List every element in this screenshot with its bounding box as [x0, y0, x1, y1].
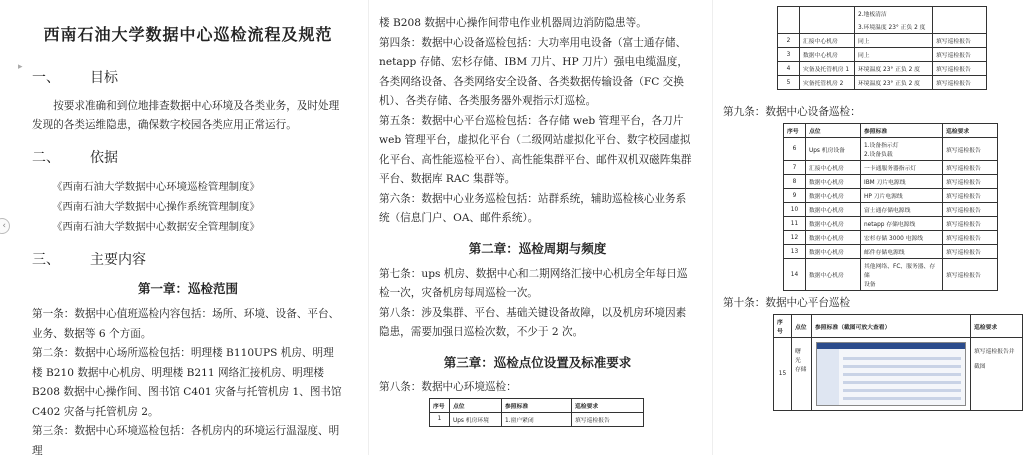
article-2: 第二条：数据中心场所巡检包括：明理楼 B110UPS 机房、明理楼 B210 数据中心机房、明理楼 B211 网络汇接机房、明理楼 B208 数据中心操作间、图书馆 C401 灾备与托管机房 1、图书馆 C402 灾备与托管机房 2。 [32, 347, 342, 418]
table-cell: 1 [430, 412, 450, 426]
article-5: 第五条：数据中心平台巡检包括：各存储 web 管理平台，各刀片 web 管理平台，虚拟化平台（二级网站虚拟化平台、数字校园虚拟化平台、高性能巡检平台）、高性能集群平台、邮件双机双磁阵集群平台、数据库 RAC 集群等。 [379, 114, 692, 185]
table-cell: 8 [784, 175, 806, 189]
table-cell: 10 [784, 203, 806, 217]
table-row [784, 245, 998, 259]
table-cell: 填写巡检报告 [943, 217, 998, 231]
table-cell: 汇接中心机房 [806, 161, 861, 175]
table-cell: 同上 [855, 34, 933, 48]
table-row [778, 48, 987, 62]
section-number: 一、 [32, 70, 60, 86]
article-8: 第八条：涉及集群、平台、基础关键设备故障，以及机房环境因素隐患，需要加强日巡检次数，不少于 2 次。 [379, 306, 687, 338]
table-cell: 数据中心机房 [800, 48, 855, 62]
section-content-heading [32, 249, 344, 269]
table-9-title: 第九条：数据中心设备巡检： [723, 106, 861, 118]
chapter-3-heading: 第三章：巡检点位设置及标准要求 [443, 354, 632, 370]
storage-platform-screenshot[interactable] [816, 342, 966, 406]
environment-table-continued [777, 6, 987, 90]
table-cell: 宏杉存储 3000 电源线 [861, 231, 943, 245]
table-cell [971, 338, 1023, 411]
screenshot-row [843, 397, 961, 400]
table-cell: 4 [778, 62, 800, 76]
table-cell: 15 [774, 338, 792, 411]
table-cell: 2 [778, 34, 800, 48]
table-cell: 数据中心机房 [806, 217, 861, 231]
table-header-cell: 序号 [430, 398, 450, 412]
table-cell: 同上 [855, 48, 933, 62]
cell-line: 填写巡检报告并 [974, 349, 1015, 355]
screenshot-sidebar [817, 349, 839, 405]
table-cell: 邮件存储电源线 [861, 245, 943, 259]
cell-line: 1.设备指示灯 [864, 143, 899, 149]
table-cell: 填写巡检报告 [933, 34, 987, 48]
table-cell: 填写巡检报告 [943, 161, 998, 175]
table-cell: 填写巡检报告 [943, 138, 998, 161]
table-10-title: 第十条：数据中心平台巡检 [723, 297, 851, 309]
table-header-cell: 参照标准（截图可放大查看） [812, 315, 971, 338]
screenshot-row [843, 381, 961, 384]
page-left [0, 0, 362, 455]
table-cell: 一卡通服务器指示灯 [861, 161, 943, 175]
reference-item: 《西南石油大学数据中心操作系统管理制度》 [52, 201, 260, 213]
table-row [784, 161, 998, 175]
table-cell: 6 [784, 138, 806, 161]
article-7: 第七条：ups 机房、数据中心和二期网络汇接中心机房全年每日巡检一次，灾备机房每周巡检一次。 [379, 267, 688, 299]
section-name: 目标 [90, 70, 118, 86]
cell-line: 其他网络、FC、服务器、存储 [864, 264, 936, 279]
table-cell [861, 138, 943, 161]
equipment-inspection-table [783, 123, 998, 291]
table-cell: Ups 机房环境 [450, 412, 502, 426]
table-cell [861, 259, 943, 291]
cell-line: 截图 [974, 364, 986, 370]
page-right [712, 0, 1024, 455]
table-cell: 填写巡检报告 [943, 245, 998, 259]
table-header-cell: 点位 [792, 315, 812, 338]
cell-line: 存储 [795, 367, 807, 373]
screenshot-row [843, 373, 961, 376]
environment-inspection-table [429, 398, 644, 427]
goal-paragraph: 按要求准确和到位地排查数据中心环境及各类业务，及时处理发现的各类运维隐患，确保数字校园各类应用正常运行。 [32, 100, 340, 131]
cell-line: 曙 光 [795, 349, 801, 364]
table-row [784, 259, 998, 291]
table-row [784, 175, 998, 189]
screenshot-header-bar [817, 343, 965, 349]
table-header-row [430, 398, 644, 412]
table-cell: 数据中心机房 [806, 175, 861, 189]
screenshot-row [843, 357, 961, 360]
table-header-cell: 序号 [774, 315, 792, 338]
cell-line: 设备 [864, 282, 876, 288]
table-header-row [784, 124, 998, 138]
page-middle [368, 0, 706, 455]
table-cell [778, 7, 800, 34]
table-cell: 12 [784, 231, 806, 245]
table-header-row [774, 315, 1023, 338]
table-cell: IBM 刀片电源线 [861, 175, 943, 189]
table-cell: 汇接中心机房 [800, 34, 855, 48]
table-row [784, 217, 998, 231]
table-row [774, 338, 1023, 411]
table-cell: 灾备及托管机房 1 [800, 62, 855, 76]
table-cell: 数据中心机房 [806, 245, 861, 259]
table-header-cell: 点位 [806, 124, 861, 138]
table-row [784, 231, 998, 245]
table-cell: 数据中心机房 [806, 203, 861, 217]
table-cell: 数据中心机房 [806, 189, 861, 203]
screenshot-row [843, 365, 961, 368]
article-3: 第三条：数据中心环境巡检包括：各机房内的环境运行温湿度、明理 [32, 425, 340, 455]
table-8-title: 第八条：数据中心环境巡检： [379, 380, 517, 393]
table-header-cell: 参照标准 [861, 124, 943, 138]
reference-item: 《西南石油大学数据中心数据安全管理制度》 [52, 221, 260, 233]
table-cell: 7 [784, 161, 806, 175]
table-row [784, 203, 998, 217]
table-header-cell: 序号 [784, 124, 806, 138]
table-cell: 填写巡检报告 [943, 189, 998, 203]
section-basis-heading [32, 147, 344, 167]
table-row [778, 34, 987, 48]
table-cell: Ups 机房设备 [806, 138, 861, 161]
table-row [778, 76, 987, 90]
article-3-continued: 楼 B208 数据中心操作间带电作业机器周边消防隐患等。 [379, 17, 647, 29]
table-cell: 9 [784, 189, 806, 203]
table-cell: 数据中心机房 [806, 259, 861, 291]
table-cell [792, 338, 812, 411]
table-cell: 3.环境温度 23° 正负 2 度 [855, 20, 933, 34]
table-cell: 填写巡检报告 [943, 203, 998, 217]
table-cell: 1.窗户紧闭 [502, 412, 572, 426]
table-cell: 灾备托管机房 2 [800, 76, 855, 90]
section-name: 主要内容 [90, 252, 146, 268]
table-cell: 填写巡检报告 [943, 175, 998, 189]
table-row [430, 412, 644, 426]
platform-inspection-table [773, 314, 1023, 411]
table-cell: 填写巡检报告 [933, 62, 987, 76]
section-number: 三、 [32, 252, 60, 268]
table-cell: 环境温度 23° 正负 2 度 [855, 76, 933, 90]
table-cell [933, 7, 987, 34]
table-cell: HP 刀片电源线 [861, 189, 943, 203]
table-cell: 填写巡检报告 [933, 48, 987, 62]
table-row [778, 7, 987, 21]
table-row [778, 62, 987, 76]
table-row [784, 138, 998, 161]
table-cell: 富士通存储电源线 [861, 203, 943, 217]
table-cell: 填写巡检报告 [943, 259, 998, 291]
cursor-mark-icon: ▸ [18, 62, 23, 72]
table-cell: 数据中心机房 [806, 231, 861, 245]
table-cell: 5 [778, 76, 800, 90]
article-6: 第六条：数据中心业务巡检包括：站群系统，辅助巡检核心业务系统（信息门户、OA、邮件系统）。 [379, 192, 687, 224]
article-4: 第四条：数据中心设备巡检包括：大功率用电设备（富士通存储、netapp 存储、宏杉存储、IBM 刀片、HP 刀片）强电电缆温度，各类网络设备、各类网络安全设备、各类数据传输设备（FC 交换机）、各类存储、各类服务器外观指示灯巡检。 [379, 36, 688, 107]
reference-list [32, 177, 344, 237]
table-cell [812, 338, 971, 411]
table-cell: 11 [784, 217, 806, 231]
table-row [784, 189, 998, 203]
table-header-cell: 巡检要求 [943, 124, 998, 138]
table-header-cell: 巡检要求 [572, 398, 644, 412]
table-cell: 填写巡检报告 [943, 231, 998, 245]
table-cell: 13 [784, 245, 806, 259]
chapter-2-heading: 第二章：巡检周期与频度 [468, 240, 607, 256]
section-name: 依据 [90, 150, 118, 166]
table-cell: 2.地板清洁 [855, 7, 933, 21]
table-header-cell: 点位 [450, 398, 502, 412]
article-1: 第一条：数据中心值班巡检内容包括：场所、环境、设备、平台、业务、数据等 6 个方面。 [32, 308, 340, 340]
chapter-1-heading: 第一章：巡检范围 [137, 281, 238, 296]
table-cell [800, 7, 855, 34]
prev-page-arrow-icon[interactable]: ‹ [0, 218, 10, 234]
table-header-cell: 参照标准 [502, 398, 572, 412]
table-cell: 环境温度 23° 正负 2 度 [855, 62, 933, 76]
screenshot-row [843, 389, 961, 392]
table-cell: 14 [784, 259, 806, 291]
table-cell: 3 [778, 48, 800, 62]
section-goal-heading [32, 67, 344, 87]
table-cell: netapp 存储电源线 [861, 217, 943, 231]
section-number: 二、 [32, 150, 60, 166]
document-title: 西南石油大学数据中心巡检流程及规范 [43, 25, 333, 44]
table-header-cell: 巡检要求 [971, 315, 1023, 338]
cell-line: 2.设备负载 [864, 152, 893, 158]
reference-item: 《西南石油大学数据中心环境巡检管理制度》 [52, 181, 260, 193]
table-cell: 填写巡检报告 [933, 76, 987, 90]
table-cell: 填写巡检报告 [572, 412, 644, 426]
